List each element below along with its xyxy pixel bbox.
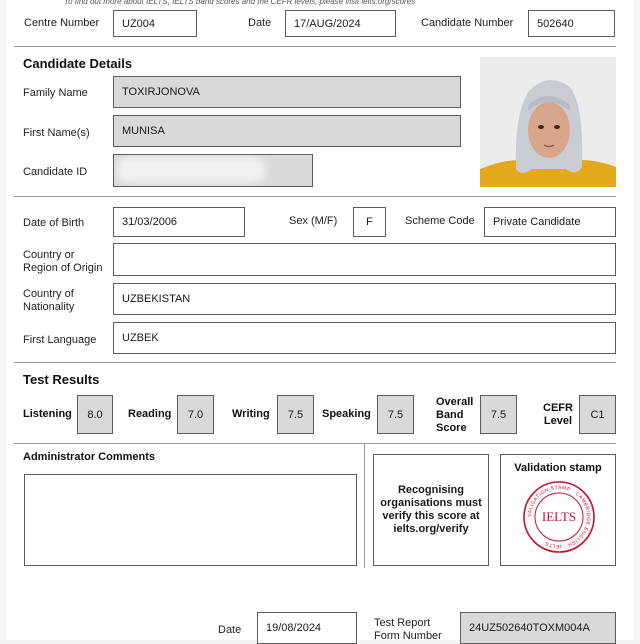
divider [14, 362, 616, 363]
country-origin-field [113, 243, 616, 276]
test-results-heading: Test Results [23, 372, 100, 387]
centre-number-label: Centre Number [24, 17, 100, 29]
scheme-code-field: Private Candidate [484, 207, 616, 237]
candidate-photo [480, 57, 616, 187]
scheme-code-label: Scheme Code [405, 215, 475, 227]
trf-number-field: 24UZ502640TOXM004A [460, 612, 616, 644]
divider [364, 443, 365, 568]
candidate-details-heading: Candidate Details [23, 56, 133, 71]
footer-date-label: Date [218, 624, 242, 636]
listening-score: 8.0 [77, 395, 113, 434]
label-line: CEFR [543, 402, 573, 414]
dob-label: Date of Birth [23, 217, 85, 229]
first-name-label: First Name(s) [23, 127, 90, 139]
reading-label: Reading [128, 408, 172, 420]
nationality-field: UZBEKISTAN [113, 283, 616, 315]
label-line: Country of [23, 288, 74, 300]
date-label: Date [248, 17, 272, 29]
overall-label [436, 396, 473, 435]
label-line: Score [436, 422, 467, 434]
verify-line: ielts.org/verify [393, 523, 469, 535]
first-name-field: MUNISA [113, 115, 461, 147]
header-note: To find out more about IELTS, IELTS band scores and the CEFR levels, please visit ielts.org/scores [64, 0, 416, 6]
verify-line: organisations must [380, 497, 482, 509]
listening-label: Listening [23, 408, 72, 420]
family-name-field: TOXIRJONOVA [113, 76, 461, 108]
validation-stamp-heading: Validation stamp [514, 462, 602, 474]
label-line: Form Number [374, 630, 442, 642]
label-line: Test Report [374, 617, 431, 629]
writing-score: 7.5 [277, 395, 314, 434]
country-origin-label [23, 249, 103, 275]
admin-comments-heading: Administrator Comments [23, 451, 156, 463]
admin-comments-box [24, 474, 357, 566]
nationality-label [23, 288, 74, 314]
sex-field: F [353, 207, 386, 237]
redaction-blur [116, 157, 266, 183]
reading-score: 7.0 [177, 395, 214, 434]
label-line: Nationality [23, 301, 75, 313]
ielts-stamp-icon [522, 480, 596, 554]
family-name-label: Family Name [23, 87, 88, 99]
dob-field: 31/03/2006 [113, 207, 245, 237]
verify-line: Recognising [397, 484, 464, 496]
label-line: Country or [23, 249, 75, 261]
divider [14, 443, 616, 444]
cefr-label [543, 402, 573, 428]
validation-stamp-box [500, 454, 616, 566]
cefr-level: C1 [579, 395, 616, 434]
label-line: Region of Origin [23, 262, 103, 274]
verify-line: verify this score at [382, 510, 480, 522]
footer-date-field: 19/08/2024 [257, 612, 357, 644]
divider [14, 46, 616, 47]
stamp-logo-text: IELTS [541, 509, 577, 524]
first-language-field: UZBEK [113, 322, 616, 354]
candidate-number-label: Candidate Number [421, 17, 514, 29]
speaking-score: 7.5 [377, 395, 414, 434]
candidate-id-field [113, 154, 313, 187]
writing-label: Writing [232, 408, 270, 420]
label-line: Level [543, 415, 573, 427]
sex-label: Sex (M/F) [289, 215, 338, 227]
trf-label [374, 617, 442, 643]
speaking-label: Speaking [322, 408, 371, 420]
candidate-id-label: Candidate ID [23, 166, 88, 178]
verify-box [373, 454, 489, 566]
candidate-number-field: 502640 [528, 10, 615, 37]
divider [14, 196, 616, 197]
centre-number-field: UZ004 [113, 10, 197, 37]
date-field: 17/AUG/2024 [285, 10, 396, 37]
stamp-ring-text: VALIDATION STAMP · CAMBRIDGE ENGLISH · IELTS [526, 484, 592, 550]
label-line: Band [436, 409, 464, 421]
first-language-label: First Language [23, 334, 97, 346]
label-line: Overall [436, 396, 474, 408]
overall-score: 7.5 [480, 395, 517, 434]
